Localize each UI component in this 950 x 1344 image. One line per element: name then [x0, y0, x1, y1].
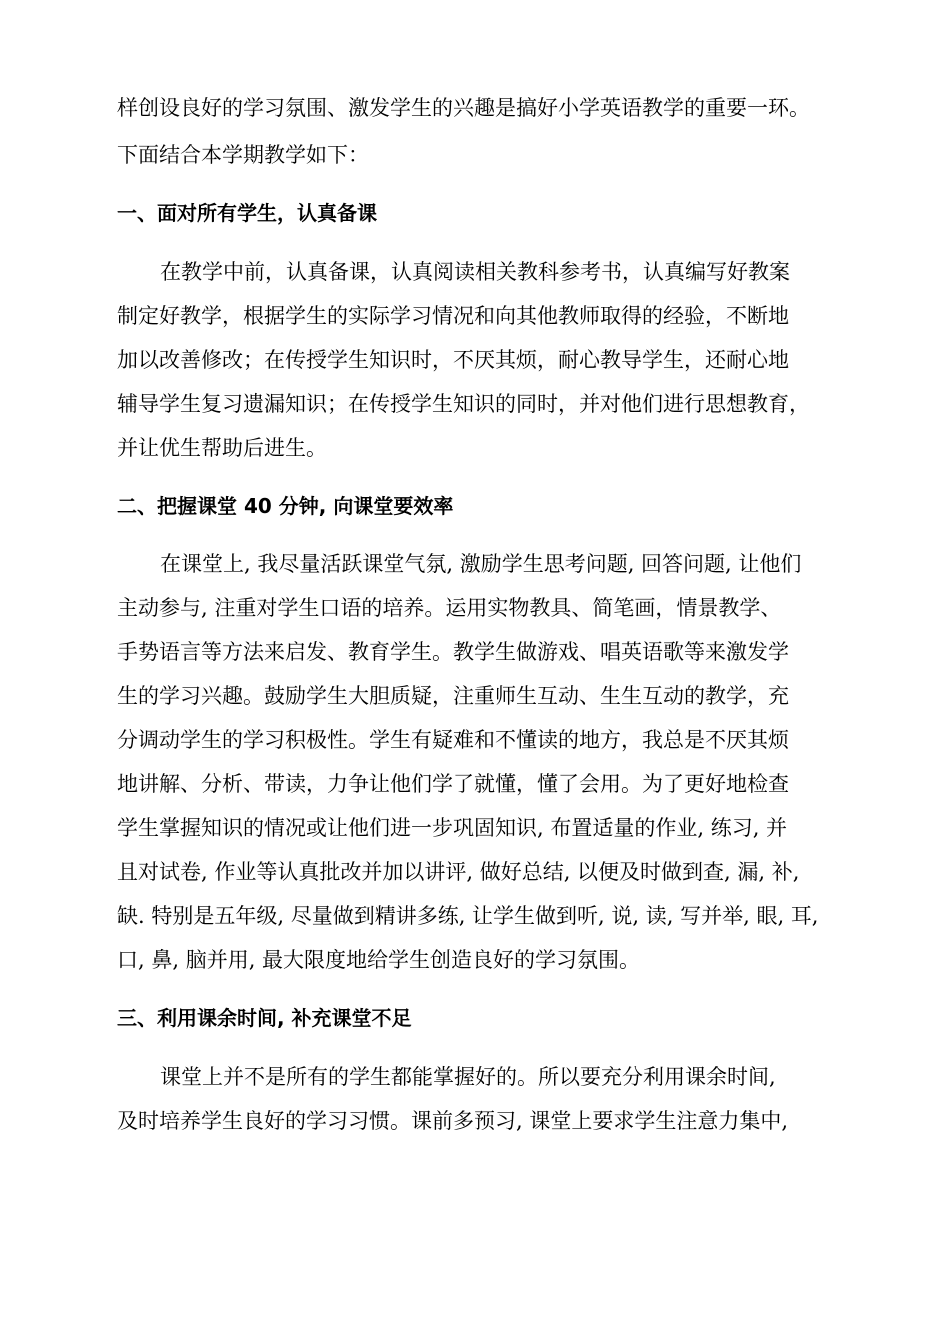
paragraph-line: 并让优生帮助后进生。	[117, 436, 327, 460]
paragraph-line: 在教学中前，认真备课，认真阅读相关教科参考书，认真编写好教案	[160, 260, 790, 284]
paragraph-line: 缺. 特别是五年级, 尽量做到精讲多练, 让学生做到听, 说, 读, 写并举, 眼, 耳,	[117, 904, 819, 928]
paragraph-line: 课堂上并不是所有的学生都能掌握好的。所以要充分利用课余时间,	[160, 1065, 776, 1089]
section-heading: 二、把握课堂 40 分钟, 向课堂要效率	[117, 494, 454, 518]
paragraph-line: 地讲解、分析、带读，力争让他们学了就懂，懂了会用。为了更好地检查	[117, 772, 789, 796]
paragraph-line: 加以改善修改；在传授学生知识时，不厌其烦，耐心教导学生，还耐心地	[117, 348, 789, 372]
section-heading: 三、利用课余时间, 补充课堂不足	[117, 1006, 412, 1030]
paragraph-line: 学生掌握知识的情况或让他们进一步巩固知识, 布置适量的作业, 练习, 并	[117, 816, 788, 840]
paragraph-line: 生的学习兴趣。鼓励学生大胆质疑，注重师生互动、生生互动的教学，充	[117, 684, 789, 708]
paragraph-line: 制定好教学，根据学生的实际学习情况和向其他教师取得的经验，不断地	[117, 304, 789, 328]
section-heading: 一、面对所有学生，认真备课	[117, 201, 377, 225]
intro-line: 样创设良好的学习氛围、激发学生的兴趣是搞好小学英语教学的重要一环。	[117, 96, 810, 120]
paragraph-line: 及时培养学生良好的学习习惯。课前多预习, 课堂上要求学生注意力集中,	[117, 1109, 789, 1133]
paragraph-line: 手势语言等方法来启发、教育学生。教学生做游戏、唱英语歌等来激发学	[117, 640, 789, 664]
paragraph-line: 且对试卷, 作业等认真批改并加以讲评, 做好总结, 以便及时做到查, 漏, 补,	[117, 860, 800, 884]
paragraph-line: 口, 鼻, 脑并用, 最大限度地给学生创造良好的学习氛围。	[117, 948, 641, 972]
paragraph-line: 分调动学生的学习积极性。学生有疑难和不懂读的地方，我总是不厌其烦	[117, 728, 789, 752]
intro-line: 下面结合本学期教学如下：	[117, 143, 369, 167]
paragraph-line: 主动参与, 注重对学生口语的培养。运用实物教具、简笔画，情景教学、	[117, 596, 782, 620]
paragraph-line: 辅导学生复习遗漏知识；在传授学生知识的同时，并对他们进行思想教育，	[117, 392, 810, 416]
paragraph-line: 在课堂上, 我尽量活跃课堂气氛, 激励学生思考问题, 回答问题, 让他们	[160, 552, 802, 576]
